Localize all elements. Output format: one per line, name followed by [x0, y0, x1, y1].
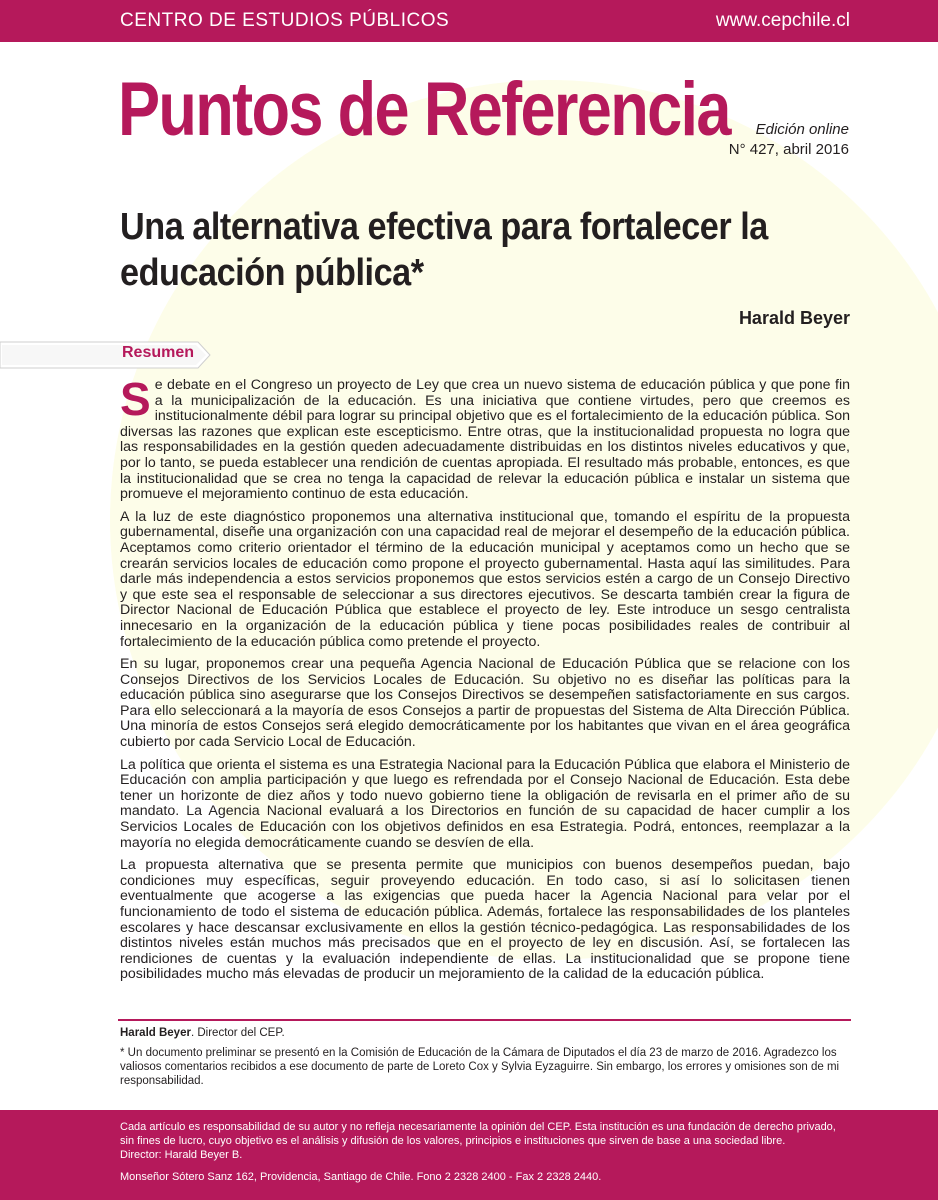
footer-address: Monseñor Sótero Sanz 162, Providencia, Santiago de Chile. Fono 2 2328 2400 - Fax 2 2328 2440. [120, 1171, 602, 1183]
divider-rule [118, 1019, 851, 1021]
website-link[interactable]: www.cepchile.cl [715, 10, 850, 31]
edition-info [729, 120, 849, 160]
notes-section [120, 1026, 855, 1094]
author-note [120, 1026, 855, 1040]
institution-name: CENTRO DE ESTUDIOS PÚBLICOS [120, 10, 450, 31]
paragraph-3: En su lugar, proponemos crear una pequeña Agencia Nacional de Educación Pública que se relacione con los Consejos Directivos de los Servicios Locales de Educación. Su objetivo no es diseñar las políticas para la educación pública sino asegurarse que los Consejos Directivos se desempeñen satisfactoriamente en sus cargos. Para ello seleccionará a la mayoría de esos Consejos a partir de propuestas del Sistema de Alta Dirección Pública. Una minoría de estos Consejos será elegido democráticamente por los habitantes que vivan en el área geográfica cubierto por cada Servicio Local de Educación. [120, 656, 850, 751]
top-banner [0, 0, 938, 42]
section-label: Resumen [122, 344, 195, 361]
paragraph-1-text: e debate en el Congreso un proyecto de Ley que crea un nuevo sistema de educación pública y que pone fin a la municipalización de la educación. Es una iniciativa que contiene virtudes, pero que creemos es institucionalmente débil para lograr su principal objetivo que es el fortalecimiento de la educación pública. Son diversas las razones que explican este escepticismo. Entre otras, que la institucionalidad propuesta no logra que las responsabilidades en la gestión queden adecuadamente distribuidas en los distintos niveles educativos y que, por lo tanto, se pueda establecer una rendición de cuentas apropiada. El resultado más probable, entonces, es que la institucionalidad que se crea no tenga la capacidad de relevar la educación pública e instalar un sistema que promueve el mejoramiento continuo de esta educación. [120, 377, 850, 503]
footer-director: Director: Harald Beyer B. [120, 1149, 243, 1161]
paragraph-4: La política que orienta el sistema es una Estrategia Nacional para la Educación Pública que elabora el Ministerio de Educación con amplia participación y que luego es refrendada por el Consejo Nacional de Educación. Esta debe tener un horizonte de diez años y todo nuevo gobierno tiene la obligación de revisarla en el primer año de su mandato. La Agencia Nacional evaluará a los Directorios en función de su capacidad de hacer cumplir a los Servicios Locales de Educación con los objetivos definidos en esa Estrategia. Podrá, entonces, reemplazar a la mayoría no elegida democráticamente cuando se desvíen de ella. [120, 756, 850, 851]
footer-disclaimer: Cada artículo es responsabilidad de su autor y no refleja necesariamente la opinión del CEP. Esta institución es una fundación de derecho privado, sin fines de lucro, cuyo objetivo es el análisis y difusión de los valores, principios e instituciones que sirven de base a una sociedad libre. [120, 1121, 836, 1147]
edition-number: N° 427, abril 2016 [728, 141, 849, 158]
footer-band [0, 1110, 938, 1200]
paragraph-5: La propuesta alternativa que se presenta permite que municipios con buenos desempeños puedan, bajo condiciones muy específicas, seguir proveyendo educación. En todo caso, si así lo solicitasen tienen eventualmente que acogerse a las exigencias que pueda hacer la Agencia Nacional para velar por el funcionamiento de todo el sistema de educación pública. Además, fortalece las responsabilidades de los planteles escolares y hace descansar exclusivamente en ellos la gestión técnico-pedagógica. Las responsabilidades de los distintos niveles están muchos más precisados que en el proyecto de ley en discusión. Así, se fortalecen las rendiciones de cuentas y la evaluación independiente de ellas. La institucionalidad que se propone tiene posibilidades mucho más elevadas de producir un mejoramiento de la calidad de la educación pública. [120, 857, 850, 983]
author-note-name: Harald Beyer [120, 1027, 191, 1039]
footnote: * Un documento preliminar se presentó en la Comisión de Educación de la Cámara de Diputados el día 23 de marzo de 2016. Agradezco los valiosos comentarios recibidos a ese documento de parte de Loreto Cox y Sylvia Eyzaguirre. Sin embargo, los errores y omisiones son de mi responsabilidad. [120, 1047, 840, 1087]
author-note-role: . Director del CEP. [190, 1027, 285, 1039]
article-author: Harald Beyer [738, 308, 850, 328]
article-title: Una alternativa efectiva para fortalecer la educación pública* [120, 206, 768, 294]
article-body [120, 373, 850, 990]
drop-cap: S [120, 373, 151, 425]
paragraph-1 [120, 373, 850, 503]
edition-type: Edición online [755, 121, 849, 138]
publication-title: Puntos de Referencia [118, 67, 730, 152]
paragraph-2: A la luz de este diagnóstico proponemos una alternativa institucional que, tomando el espíritu de la propuesta gubernamental, diseñe una organización con una capacidad real de mejorar el desempeño de la educación pública. Aceptamos como criterio orientador el término de la educación municipal y aceptamos como un hecho que se crearán servicios locales de educación como propone el proyecto gubernamental. Hasta aquí las similitudes. Para darle más independencia a estos servicios proponemos que estos servicios estén a cargo de un Consejo Directivo y que este sea el responsable de seleccionar a sus directores ejecutivos. Se descarta también crear la figura de Director Nacional de Educación Pública que establece el proyecto de ley. Este introduce un sesgo centralista innecesario en la organización de la educación pública y tiene pocas posibilidades reales de contribuir al fortalecimiento de la educación pública como pretende el proyecto. [120, 508, 850, 650]
footer-disclaimer-block [120, 1120, 850, 1162]
